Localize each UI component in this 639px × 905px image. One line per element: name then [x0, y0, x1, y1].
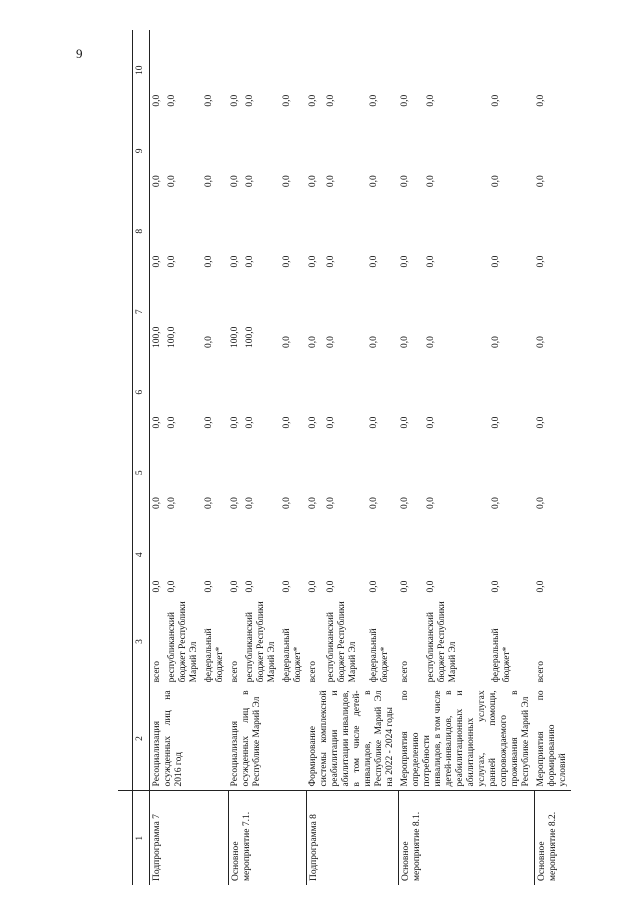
- col-header: 4: [133, 513, 150, 597]
- value-cell: 0,0: [204, 336, 214, 348]
- value-cell: 100,0: [167, 326, 177, 348]
- program-name: Ресоциализация осужденных лиц на 2016 год: [152, 690, 184, 787]
- value-cell: 0,0: [204, 580, 214, 593]
- value-cell: 0,0: [536, 497, 546, 509]
- value-cell: 0,0: [282, 336, 292, 348]
- value-cell: 0,0: [490, 497, 501, 509]
- value-cell: 0,0: [369, 497, 380, 509]
- value-cell: 0,0: [152, 416, 162, 429]
- program-name: Мероприятия по формированию условий: [536, 690, 568, 787]
- value-cell: 0,0: [426, 94, 437, 107]
- program-name: Ресоциализация осужденных лиц в Республике Марий Эл: [230, 690, 262, 787]
- value-cell: 0,0: [230, 175, 240, 188]
- value-cell: 0,0: [400, 175, 410, 188]
- funding-source: всего: [400, 661, 410, 683]
- col-header: 8: [133, 191, 150, 271]
- value-cell: 0,0: [308, 580, 318, 593]
- program-code: Подпрограмма 7: [150, 791, 229, 885]
- value-cell: 0,0: [282, 175, 292, 188]
- value-cell: 0,0: [204, 255, 214, 268]
- funding-source: всего: [536, 661, 546, 683]
- value-cell: 0,0: [230, 255, 240, 268]
- value-cell: 0,0: [536, 416, 546, 429]
- col-header: 3: [133, 597, 150, 687]
- value-cell: 0,0: [245, 175, 255, 188]
- program-code: Основное мероприятие 8.1.: [398, 791, 534, 885]
- value-cell: 0,0: [204, 416, 214, 429]
- value-cell: 0,0: [152, 94, 162, 107]
- funding-source: республиканский бюджет Республики Марий Эл: [426, 601, 459, 683]
- value-cell: 0,0: [308, 497, 318, 509]
- value-cell: 0,0: [167, 255, 177, 268]
- value-cell: 0,0: [167, 497, 177, 509]
- value-cell: 0,0: [426, 336, 437, 348]
- value-cell: 0,0: [400, 416, 410, 429]
- col-header: 2: [133, 686, 150, 791]
- value-cell: 100,0: [245, 326, 255, 348]
- value-cell: 0,0: [490, 175, 501, 188]
- value-cell: 100,0: [152, 326, 162, 348]
- col-header: 7: [133, 272, 150, 352]
- value-cell: 0,0: [536, 336, 546, 348]
- page-number: 9: [76, 46, 83, 61]
- program-code: Подпрограмма 8: [306, 791, 398, 885]
- col-header: 10: [133, 30, 150, 111]
- value-cell: 0,0: [230, 497, 240, 509]
- value-cell: 0,0: [369, 336, 380, 348]
- value-cell: 0,0: [282, 94, 292, 107]
- col-header: 6: [133, 352, 150, 432]
- value-cell: 0,0: [282, 497, 292, 509]
- value-cell: 0,0: [400, 255, 410, 268]
- program-code: Основное мероприятие 7.1.: [228, 791, 306, 885]
- value-cell: 0,0: [325, 580, 336, 593]
- rotated-table-wrapper: [118, 30, 571, 885]
- value-cell: 0,0: [325, 94, 336, 107]
- value-cell: 0,0: [204, 175, 214, 188]
- value-cell: 0,0: [369, 255, 380, 268]
- value-cell: 0,0: [152, 175, 162, 188]
- value-cell: 0,0: [308, 336, 318, 348]
- value-cell: 0,0: [152, 580, 162, 593]
- value-cell: 0,0: [536, 175, 546, 188]
- value-cell: 0,0: [230, 416, 240, 429]
- program-name: Формирование системы комплексной реабилитации и абилитации инвалидов, в том числе детей-инвалидов, в Республике Марий Эл на 2022 - 2024 годы: [308, 690, 395, 787]
- value-cell: 0,0: [245, 94, 255, 107]
- value-cell: 0,0: [152, 497, 162, 509]
- funding-source: федеральный бюджет*: [204, 628, 225, 683]
- value-cell: 0,0: [369, 94, 380, 107]
- value-cell: 0,0: [369, 580, 380, 593]
- value-cell: 0,0: [325, 336, 336, 348]
- value-cell: 0,0: [536, 580, 546, 593]
- value-cell: 0,0: [245, 255, 255, 268]
- col-header: 9: [133, 111, 150, 191]
- value-cell: 0,0: [490, 255, 501, 268]
- col-header: 5: [133, 432, 150, 512]
- value-cell: 0,0: [325, 175, 336, 188]
- value-cell: 0,0: [308, 416, 318, 429]
- value-cell: 0,0: [426, 580, 437, 593]
- funding-source: всего: [230, 661, 240, 683]
- funding-source: всего: [308, 661, 318, 683]
- value-cell: 0,0: [400, 336, 410, 348]
- value-cell: 0,0: [490, 336, 501, 348]
- value-cell: 0,0: [245, 416, 255, 429]
- value-cell: 0,0: [308, 255, 318, 268]
- value-cell: 0,0: [325, 497, 336, 509]
- value-cell: 0,0: [426, 255, 437, 268]
- value-cell: 0,0: [490, 416, 501, 429]
- value-cell: 0,0: [490, 94, 501, 107]
- funding-source: республиканский бюджет Республики Марий Эл: [245, 601, 277, 683]
- value-cell: 0,0: [400, 580, 410, 593]
- value-cell: 0,0: [426, 497, 437, 509]
- value-cell: 0,0: [282, 416, 292, 429]
- funding-source: федеральный бюджет*: [369, 628, 391, 683]
- value-cell: 0,0: [245, 497, 255, 509]
- value-cell: 0,0: [490, 580, 501, 593]
- value-cell: 0,0: [400, 497, 410, 509]
- value-cell: 0,0: [426, 416, 437, 429]
- funding-source: всего: [152, 661, 162, 683]
- funding-source: федеральный бюджет*: [282, 628, 303, 683]
- value-cell: 0,0: [308, 175, 318, 188]
- value-cell: 0,0: [230, 94, 240, 107]
- funding-source: республиканский бюджет Республики Марий Эл: [325, 601, 358, 683]
- table-row: [150, 30, 166, 885]
- header-top-rule: [118, 30, 133, 885]
- header-row: [133, 30, 150, 885]
- value-cell: 0,0: [536, 94, 546, 107]
- value-cell: 0,0: [204, 497, 214, 509]
- value-cell: 0,0: [369, 416, 380, 429]
- funding-source: федеральный бюджет*: [490, 628, 512, 683]
- table-row: [306, 30, 324, 885]
- budget-table: [118, 30, 571, 885]
- value-cell: 0,0: [536, 255, 546, 268]
- value-cell: 0,0: [167, 94, 177, 107]
- value-cell: 0,0: [167, 416, 177, 429]
- table-row: [534, 30, 571, 885]
- value-cell: 0,0: [152, 255, 162, 268]
- value-cell: 0,0: [245, 580, 255, 593]
- value-cell: 0,0: [282, 580, 292, 593]
- value-cell: 0,0: [282, 255, 292, 268]
- value-cell: 0,0: [325, 416, 336, 429]
- table-row: [398, 30, 424, 885]
- value-cell: 0,0: [426, 175, 437, 188]
- value-cell: 0,0: [167, 580, 177, 593]
- value-cell: 0,0: [325, 255, 336, 268]
- value-cell: 0,0: [308, 94, 318, 107]
- funding-source: республиканский бюджет Республики Марий Эл: [167, 601, 199, 683]
- value-cell: 0,0: [369, 175, 380, 188]
- program-code: Основное мероприятие 8.2.: [534, 791, 571, 885]
- col-header: 1: [133, 791, 150, 885]
- value-cell: 0,0: [230, 580, 240, 593]
- value-cell: 0,0: [167, 175, 177, 188]
- value-cell: 100,0: [230, 326, 240, 348]
- table-row: [228, 30, 243, 885]
- value-cell: 0,0: [400, 94, 410, 107]
- program-name: Мероприятия по определению потребности инвалидов, в том числе детей-инвалидов, в реабилитационных и абилитационных услугах, услугах ранней помощи, сопровождаемого проживания в Республике Марий Эл: [400, 690, 531, 787]
- table-body: [150, 30, 572, 885]
- value-cell: 0,0: [204, 94, 214, 107]
